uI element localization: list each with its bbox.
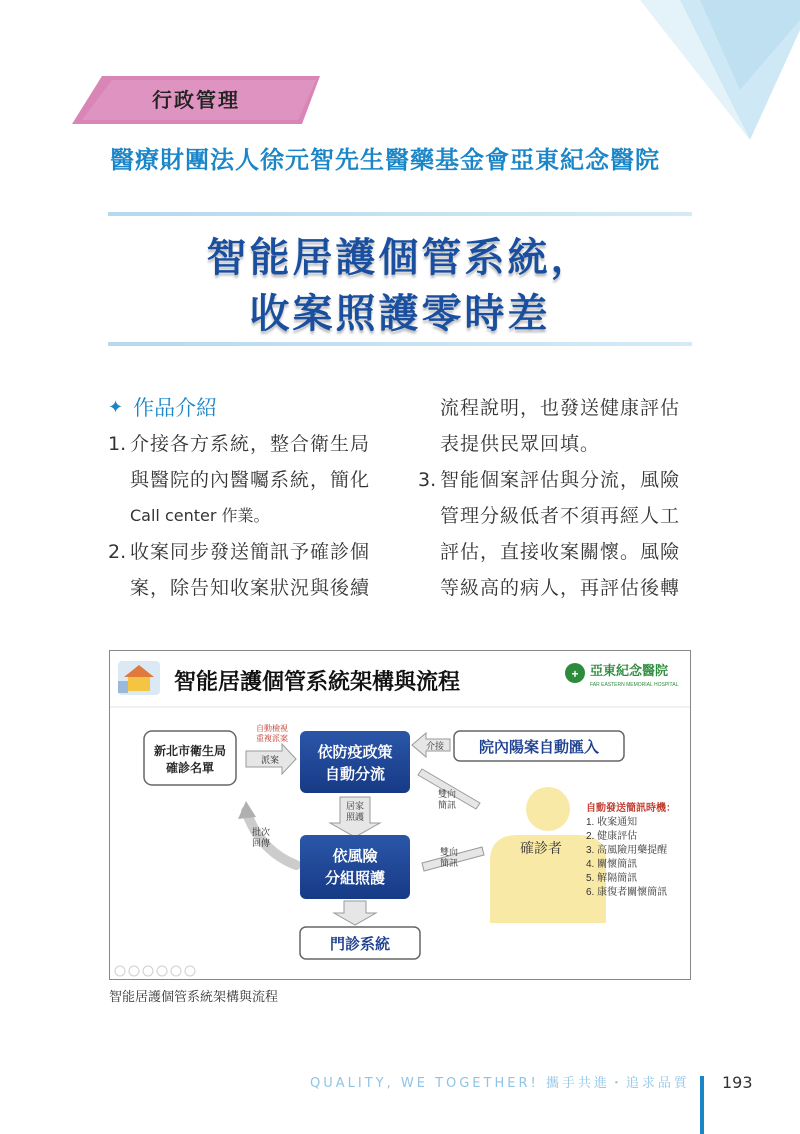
sparkle-icon: ✦ [108,397,124,418]
intro-column-right [418,390,708,606]
page-title-line-1: 智能居護個管系統， [206,235,594,281]
page-title-line-2: 收案照護零時差 [249,291,551,337]
svg-text:新北市衛生局: 新北市衛生局 [153,744,227,758]
svg-text:門診系統: 門診系統 [329,936,391,953]
svg-text:回傳: 回傳 [252,838,271,848]
svg-text:院內陽案自動匯入: 院內陽案自動匯入 [478,739,600,756]
svg-text:依防疫政策: 依防疫政策 [317,744,393,761]
arrow-home-care [330,797,380,837]
label-batch-return: 批次 [252,827,271,837]
section-tag [72,76,320,124]
footer-slogan: QUALITY, WE TOGETHER! 攜手共進・追求品質 [310,1076,690,1091]
list-item-text: 收案同步發送簡訊予確診個 [130,541,371,563]
arrow-to-clinic [334,901,376,925]
sms-timing-list [586,801,676,898]
box-health-bureau [144,731,236,785]
list-item-text: 智能個案評估與分流，風險 [440,469,681,491]
arrow-two-way-sms-1 [418,769,480,810]
figure-caption: 智能居護個管系統架構與流程 [109,990,279,1005]
svg-text:自動發送簡訊時機：: 自動發送簡訊時機： [586,803,676,814]
patient-label: 確診者 [520,840,562,856]
house-icon [118,661,160,695]
svg-text:簡訊: 簡訊 [438,800,457,810]
svg-text:4. 關懷簡訊: 4. 關懷簡訊 [586,859,638,870]
intro-heading [108,390,398,426]
box-auto-triage [300,731,410,793]
svg-text:+: + [571,667,579,681]
flow-diagram [109,650,691,980]
list-item-text: 評估，直接收案關懷。風險 [440,541,681,563]
svg-text:依風險: 依風險 [332,848,378,865]
box-auto-import [454,731,624,761]
svg-text:雙向: 雙向 [440,847,459,857]
svg-text:3. 高風險用藥提醒: 3. 高風險用藥提醒 [586,845,668,856]
title-rule-bottom [108,342,692,346]
list-item [108,534,398,570]
intro-heading-label: 作品介紹 [133,396,218,420]
svg-text:自動分流: 自動分流 [324,766,386,783]
list-item-text: 等級高的病人，再評估後轉 [440,577,681,599]
slide-controls [115,966,195,976]
list-item-number: 3. [418,469,437,491]
footer-divider [700,1076,704,1134]
list-item-text: 管理分級低者不須再經人工 [440,505,681,527]
list-item-number: 2. [108,541,127,563]
list-item-number: 1. [108,433,127,455]
list-item-text: 流程說明，也發送健康評估 [440,397,681,419]
svg-text:居家: 居家 [346,801,365,811]
hospital-logo [565,663,679,688]
arrow-interface [412,733,450,757]
section-tag-label: 行政管理 [152,88,240,112]
svg-text:分組照護: 分組照護 [324,870,386,887]
corner-decoration [640,0,800,150]
list-item [108,426,398,462]
box-clinic-system [300,927,420,959]
arrow-two-way-sms-2 [422,846,484,871]
title-rule-top [108,212,692,216]
list-item [418,462,708,498]
svg-text:雙向: 雙向 [438,789,457,799]
box-risk-group [300,835,410,899]
label-auto-check: 自動檢視 [256,724,288,733]
intro-column-left [108,390,398,606]
list-item-text: 與醫院的內醫囑系統，簡化 [130,469,371,491]
arrow-batch-return [238,801,296,865]
svg-text:6. 康復者關懷簡訊: 6. 康復者關懷簡訊 [586,887,668,898]
list-item-text: 案，除告知收案狀況與後續 [130,577,371,599]
svg-text:5. 解隔簡訊: 5. 解隔簡訊 [586,873,638,884]
diagram-title: 智能居護個管系統架構與流程 [174,669,461,694]
svg-text:照護: 照護 [346,812,365,822]
logo-subtext: FAR EASTERN MEMORIAL HOSPITAL [590,682,679,688]
page-number: 193 [722,1073,753,1092]
svg-text:1. 收案通知: 1. 收案通知 [586,817,638,828]
hospital-name: 醫療財團法人徐元智先生醫藥基金會亞東紀念醫院 [110,146,660,174]
arrow-dispatch [246,744,296,774]
list-item-text: 介接各方系統，整合衛生局 [130,433,371,455]
svg-text:介接: 介接 [426,741,445,751]
label-auto-check-2: 重複派案 [256,734,288,743]
list-item-text: Call center 作業。 [130,506,270,525]
svg-text:派案: 派案 [261,755,280,765]
logo-text: 亞東紀念醫院 [590,663,669,678]
list-item-text: 表提供民眾回填。 [440,433,601,455]
svg-text:確診名單: 確診名單 [165,761,215,775]
svg-text:2. 健康評估: 2. 健康評估 [586,831,638,842]
svg-text:簡訊: 簡訊 [440,858,459,868]
